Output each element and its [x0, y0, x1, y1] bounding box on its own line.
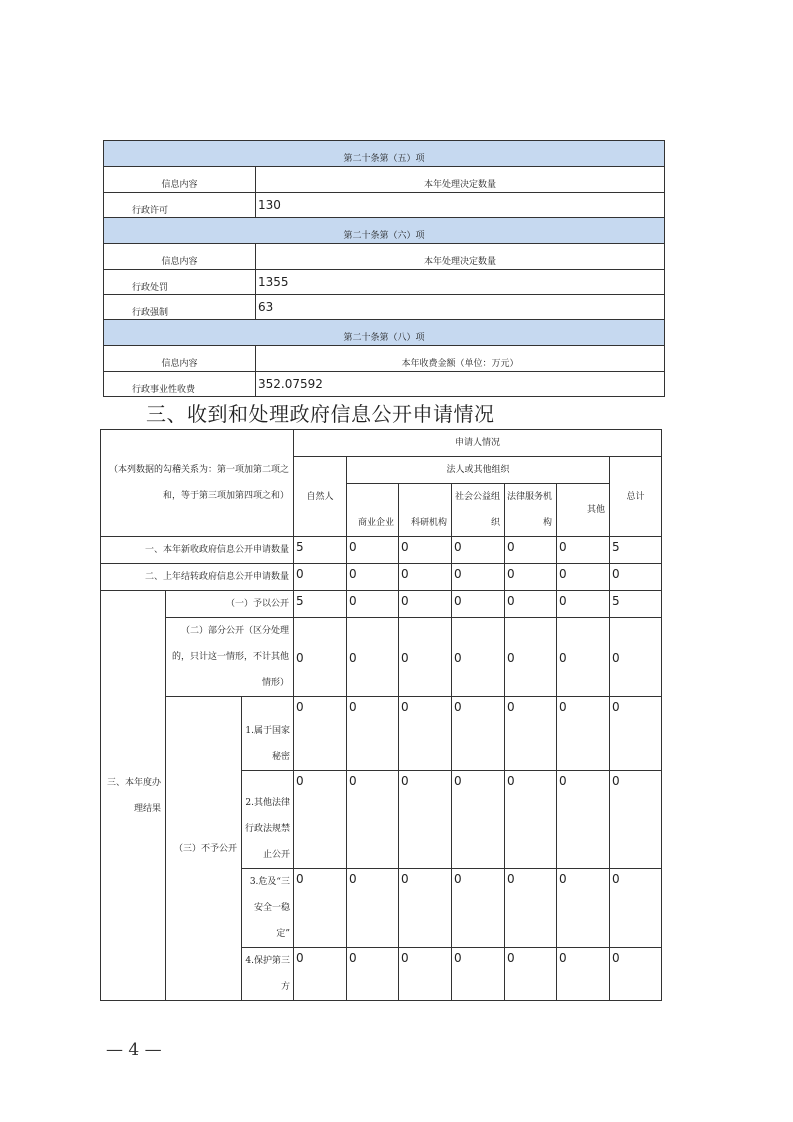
- col-value: 本年处理决定数量: [256, 244, 665, 270]
- value-cell: 0: [399, 537, 452, 564]
- value-cell: 0: [399, 564, 452, 591]
- value-cell: 0: [557, 697, 610, 771]
- value-cell: 0: [294, 869, 347, 948]
- value-cell: 0: [610, 869, 662, 948]
- value-cell: 0: [505, 591, 557, 618]
- row-label: 二、上年结转政府信息公开申请数量: [101, 564, 294, 591]
- value-cell: 0: [399, 591, 452, 618]
- section-heading: 三、收到和处理政府信息公开申请情况: [146, 402, 495, 426]
- value-cell: 0: [452, 564, 505, 591]
- value-cell: 0: [452, 618, 505, 697]
- col-value: 本年处理决定数量: [256, 167, 665, 193]
- applicant-header: 申请人情况: [294, 430, 662, 457]
- value-cell: 0: [399, 697, 452, 771]
- row-label: 3.危及“三安全一稳定”: [242, 869, 294, 948]
- row-label: 行政强制: [104, 295, 256, 320]
- row-label: 行政处罚: [104, 270, 256, 295]
- value-cell: 0: [557, 618, 610, 697]
- row-label: 行政许可: [104, 193, 256, 218]
- value-cell: 0: [399, 771, 452, 869]
- value-cell: 0: [505, 948, 557, 1001]
- row-label: 一、本年新收政府信息公开申请数量: [101, 537, 294, 564]
- row-label: 行政事业性收费: [104, 372, 256, 397]
- value-cell: 0: [505, 537, 557, 564]
- value-cell: 0: [399, 869, 452, 948]
- not-public-group-label: （三）不予公开: [166, 697, 242, 1001]
- note-cell: （本列数据的勾稽关系为：第一项加第二项之和，等于第三项加第四项之和）: [101, 430, 294, 537]
- row-value: 1355: [256, 270, 665, 295]
- value-cell: 0: [294, 771, 347, 869]
- col-label: 信息内容: [104, 167, 256, 193]
- value-cell: 0: [505, 771, 557, 869]
- value-cell: 0: [610, 948, 662, 1001]
- col-label: 信息内容: [104, 244, 256, 270]
- value-cell: 0: [347, 537, 399, 564]
- table-row: [101, 618, 662, 697]
- legal-col-header: 法律服务机构: [505, 484, 557, 537]
- value-cell: 0: [452, 869, 505, 948]
- row-label: （一）予以公开: [166, 591, 294, 618]
- value-cell: 0: [294, 618, 347, 697]
- row-label: （二）部分公开（区分处理的，只计这一情形，不计其他情形）: [166, 618, 294, 697]
- value-cell: 5: [610, 591, 662, 618]
- value-cell: 0: [610, 771, 662, 869]
- value-cell: 0: [557, 869, 610, 948]
- legal-col-header: 其他: [557, 484, 610, 537]
- value-cell: 0: [452, 591, 505, 618]
- value-cell: 0: [347, 564, 399, 591]
- value-cell: 0: [557, 948, 610, 1001]
- value-cell: 0: [347, 869, 399, 948]
- value-cell: 0: [347, 618, 399, 697]
- section-header: 第二十条第（六）项: [104, 218, 665, 244]
- table-row: [101, 537, 662, 564]
- row-label: 2.其他法律行政法规禁止公开: [242, 771, 294, 869]
- value-cell: 0: [399, 948, 452, 1001]
- legal-col-header: 科研机构: [399, 484, 452, 537]
- value-cell: 0: [452, 537, 505, 564]
- value-cell: 0: [610, 618, 662, 697]
- table-row: [104, 295, 665, 320]
- value-cell: 5: [294, 537, 347, 564]
- table-row: [101, 564, 662, 591]
- legal-col-header: 商业企业: [347, 484, 399, 537]
- value-cell: 0: [347, 948, 399, 1001]
- row-label: 4.保护第三方: [242, 948, 294, 1001]
- section-header: 第二十条第（五）项: [104, 141, 665, 167]
- value-cell: 0: [505, 618, 557, 697]
- row-label: 1.属于国家秘密: [242, 697, 294, 771]
- legal-header: 法人或其他组织: [347, 457, 610, 484]
- table-row: [104, 270, 665, 295]
- page-number: — 4 —: [106, 1040, 162, 1060]
- value-cell: 0: [347, 771, 399, 869]
- value-cell: 0: [557, 537, 610, 564]
- value-cell: 0: [452, 948, 505, 1001]
- row-value: 352.07592: [256, 372, 665, 397]
- section-header: 第二十条第（八）项: [104, 320, 665, 346]
- value-cell: 0: [294, 564, 347, 591]
- value-cell: 0: [452, 771, 505, 869]
- value-cell: 0: [505, 869, 557, 948]
- table-row: [104, 372, 665, 397]
- value-cell: 0: [557, 771, 610, 869]
- value-cell: 0: [557, 564, 610, 591]
- result-group-label: 三、本年度办理结果: [101, 591, 166, 1001]
- value-cell: 0: [399, 618, 452, 697]
- value-cell: 5: [610, 537, 662, 564]
- legal-col-header: 社会公益组织: [452, 484, 505, 537]
- natural-person-header: 自然人: [294, 457, 347, 537]
- col-value: 本年收费金额（单位：万元）: [256, 346, 665, 372]
- value-cell: 0: [610, 564, 662, 591]
- row-value: 63: [256, 295, 665, 320]
- value-cell: 0: [347, 697, 399, 771]
- table-row: [101, 697, 662, 771]
- value-cell: 0: [347, 591, 399, 618]
- value-cell: 0: [505, 564, 557, 591]
- row-value: 130: [256, 193, 665, 218]
- value-cell: 0: [452, 697, 505, 771]
- value-cell: 0: [294, 697, 347, 771]
- total-header: 总计: [610, 457, 662, 537]
- table-row: [101, 591, 662, 618]
- value-cell: 5: [294, 591, 347, 618]
- value-cell: 0: [294, 948, 347, 1001]
- disclosure-requests-table: [100, 429, 662, 1001]
- value-cell: 0: [557, 591, 610, 618]
- value-cell: 0: [505, 697, 557, 771]
- table-row: [104, 193, 665, 218]
- col-label: 信息内容: [104, 346, 256, 372]
- value-cell: 0: [610, 697, 662, 771]
- administrative-decisions-table: [103, 140, 665, 397]
